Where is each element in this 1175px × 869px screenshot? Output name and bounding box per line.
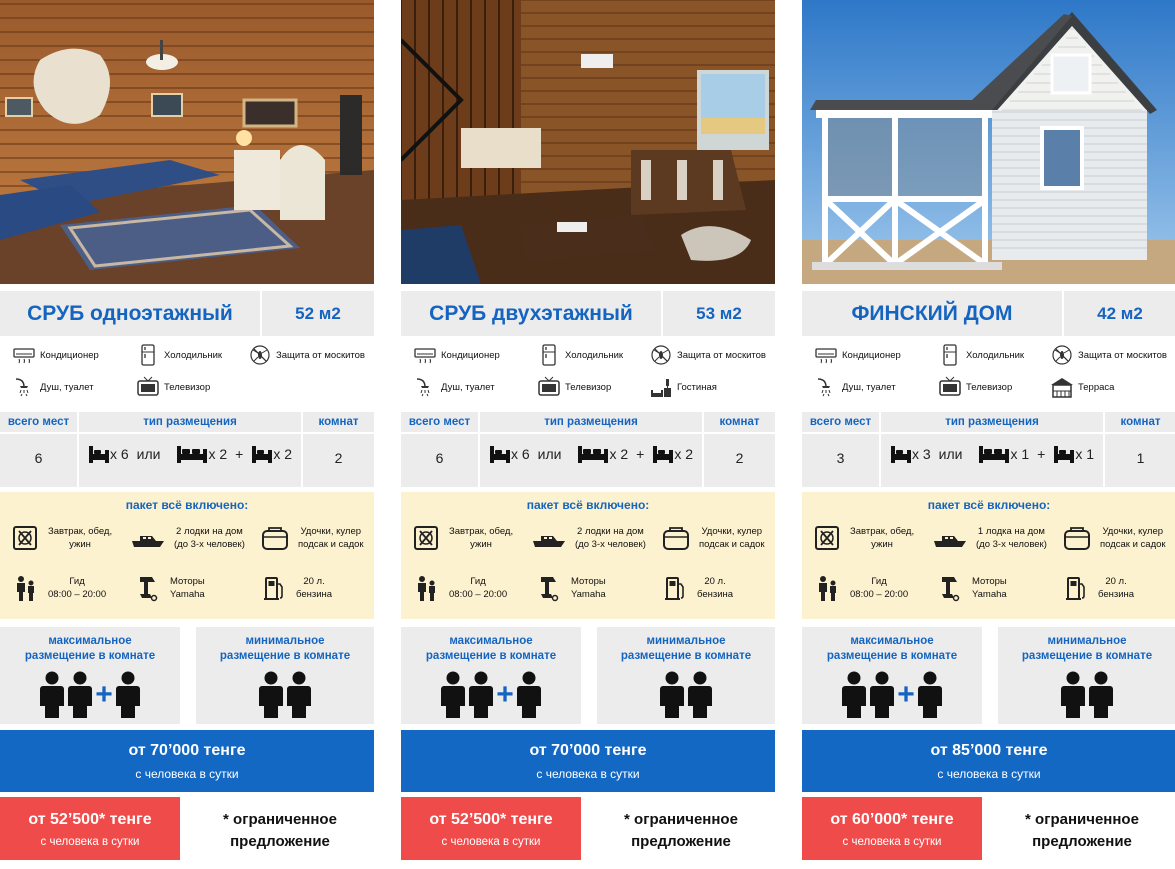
title-box bbox=[401, 291, 661, 336]
promo-sub: с человека в сутки bbox=[441, 836, 541, 848]
max-occupancy-panel bbox=[802, 627, 982, 724]
placement-table bbox=[401, 412, 775, 487]
accommodation-card-2 bbox=[401, 0, 775, 869]
placement-type-label: тип размещения bbox=[945, 416, 1039, 428]
amenity-label: Защита от москитов bbox=[677, 349, 766, 361]
min-occupancy-figures bbox=[597, 671, 775, 719]
extra-single-bed-count: x 2 bbox=[674, 446, 694, 462]
rooms-label: комнат bbox=[318, 416, 359, 428]
package-item-label: Моторы Yamaha bbox=[972, 576, 1007, 600]
person-icon bbox=[1059, 671, 1087, 719]
price-sub: с человека в сутки bbox=[937, 767, 1041, 781]
amenity-item bbox=[938, 344, 1024, 366]
all-inclusive-package bbox=[0, 492, 374, 619]
amenities-list bbox=[802, 340, 1175, 406]
price-sub: с человека в сутки bbox=[536, 767, 640, 781]
package-item-label: Моторы Yamaha bbox=[571, 576, 606, 600]
cell-divider bbox=[1105, 432, 1175, 434]
single-bed-icon bbox=[1053, 444, 1075, 464]
amenity-label: Холодильник bbox=[164, 349, 223, 361]
meals-icon bbox=[814, 524, 842, 552]
extra-single-bed-count: x 1 bbox=[1075, 446, 1095, 462]
rooms-cell bbox=[704, 412, 775, 487]
extra-single-bed-count: x 2 bbox=[273, 446, 293, 462]
amenity-label: Кондиционер bbox=[441, 349, 500, 361]
double-bed-icon bbox=[176, 444, 208, 464]
price-main: от 85’000 тенге bbox=[930, 742, 1048, 759]
amenity-item bbox=[413, 344, 500, 366]
plus-sign: + bbox=[636, 446, 645, 462]
amenity-item bbox=[136, 344, 222, 366]
person-icon bbox=[840, 671, 868, 719]
limited-offer-note: * ограниченное предложение bbox=[223, 811, 337, 850]
amenity-label: Гостиная bbox=[677, 381, 717, 393]
accommodation-card-3 bbox=[802, 0, 1175, 869]
seats-value: 6 bbox=[435, 450, 444, 466]
rooms-value: 2 bbox=[735, 450, 744, 466]
guide-icon bbox=[413, 574, 441, 602]
rooms-value: 1 bbox=[1136, 450, 1145, 466]
package-item bbox=[814, 574, 908, 602]
placement-table bbox=[0, 412, 374, 487]
or-label: или bbox=[136, 446, 161, 462]
rooms-value: 2 bbox=[334, 450, 343, 466]
min-occupancy-label: минимальное размещение в комнате bbox=[219, 635, 351, 662]
person-icon bbox=[686, 671, 714, 719]
amenity-label: Телевизор bbox=[164, 381, 211, 393]
air-conditioner-icon bbox=[413, 344, 441, 366]
package-item bbox=[130, 524, 245, 552]
shower-icon bbox=[12, 376, 40, 398]
tv-icon bbox=[136, 376, 164, 398]
limited-offer-note: * ограниченное предложение bbox=[624, 811, 738, 850]
amenity-label: Холодильник bbox=[565, 349, 624, 361]
cell-divider bbox=[480, 432, 702, 434]
max-occupancy-label: максимальное размещение в комнате bbox=[425, 635, 557, 662]
single-bed-icon bbox=[652, 444, 674, 464]
guide-icon bbox=[12, 574, 40, 602]
amenity-label: Кондиционер bbox=[40, 349, 99, 361]
package-item-label: 20 л. бензина bbox=[697, 576, 734, 600]
cell-divider bbox=[303, 432, 374, 434]
amenity-label: Терраса bbox=[1078, 381, 1115, 393]
min-occupancy-label: минимальное размещение в комнате bbox=[620, 635, 752, 662]
house-photo bbox=[802, 0, 1175, 284]
promo-price: от 52’500* тенге bbox=[429, 811, 553, 828]
placement-type-cell bbox=[881, 412, 1103, 487]
property-title: СРУБ одноэтажный bbox=[27, 301, 233, 325]
living-room-icon bbox=[649, 376, 677, 398]
boat-icon bbox=[130, 524, 166, 552]
double-bed-count: x 2 bbox=[208, 446, 228, 462]
max-occupancy-label: максимальное размещение в комнате bbox=[826, 635, 958, 662]
seats-label: всего мест bbox=[7, 416, 70, 428]
package-item bbox=[12, 524, 112, 552]
package-item-label: Завтрак, обед, ужин bbox=[850, 526, 915, 550]
package-item bbox=[932, 524, 1047, 552]
max-occupancy-panel bbox=[401, 627, 581, 724]
fuel-icon bbox=[661, 574, 689, 602]
title-row bbox=[0, 291, 374, 336]
price-main: от 70’000 тенге bbox=[529, 742, 647, 759]
tv-icon bbox=[938, 376, 966, 398]
package-item bbox=[814, 524, 914, 552]
package-title: пакет всё включено: bbox=[125, 498, 249, 512]
seats-cell bbox=[802, 412, 879, 487]
or-label: или bbox=[537, 446, 562, 462]
title-row bbox=[401, 291, 775, 336]
promo-sub: с человека в сутки bbox=[40, 836, 140, 848]
living-room-photo bbox=[401, 0, 775, 284]
property-photo bbox=[0, 0, 374, 284]
package-item-label: Удочки, кулер подсак и садок bbox=[699, 526, 765, 550]
property-photo bbox=[802, 0, 1175, 284]
amenity-label: Защита от москитов bbox=[1078, 349, 1167, 361]
title-box bbox=[0, 291, 260, 336]
price-bar bbox=[401, 730, 775, 792]
amenities-list bbox=[401, 340, 775, 406]
tv-icon bbox=[537, 376, 565, 398]
property-title: ФИНСКИЙ ДОМ bbox=[851, 301, 1013, 325]
amenity-item bbox=[938, 376, 1012, 398]
extra-plus-sign: + bbox=[496, 678, 514, 711]
extra-plus-sign: + bbox=[95, 678, 113, 711]
cell-divider bbox=[79, 432, 301, 434]
promo-price-box bbox=[0, 797, 180, 860]
package-title: пакет всё включено: bbox=[526, 498, 650, 512]
person-icon bbox=[658, 671, 686, 719]
package-item-label: 20 л. бензина bbox=[1098, 576, 1135, 600]
amenity-item bbox=[248, 344, 365, 366]
placement-type-label: тип размещения bbox=[544, 416, 638, 428]
price-sub: с человека в сутки bbox=[135, 767, 239, 781]
package-item-label: 2 лодки на дом (до 3-х человек) bbox=[575, 526, 646, 550]
package-item bbox=[1062, 574, 1134, 602]
min-occupancy-panel bbox=[196, 627, 374, 724]
min-occupancy-panel bbox=[998, 627, 1175, 724]
amenity-item bbox=[814, 344, 901, 366]
fuel-icon bbox=[1062, 574, 1090, 602]
accommodation-card-1 bbox=[0, 0, 374, 869]
limited-offer-note: * ограниченное предложение bbox=[1025, 811, 1139, 850]
motor-icon bbox=[134, 574, 162, 602]
mosquito-protection-icon bbox=[1050, 344, 1078, 366]
min-occupancy-figures bbox=[196, 671, 374, 719]
amenity-label: Холодильник bbox=[966, 349, 1025, 361]
fridge-icon bbox=[136, 344, 164, 366]
bed-options bbox=[79, 444, 301, 464]
person-icon bbox=[1087, 671, 1115, 719]
amenity-label: Душ, туалет bbox=[842, 381, 896, 393]
single-bed-count: x 3 bbox=[911, 446, 931, 462]
amenity-item bbox=[649, 344, 766, 366]
promo-price: от 60’000* тенге bbox=[830, 811, 954, 828]
plus-sign: + bbox=[1037, 446, 1046, 462]
motor-icon bbox=[936, 574, 964, 602]
single-bed-icon bbox=[489, 444, 511, 464]
fuel-icon bbox=[260, 574, 288, 602]
price-bar bbox=[802, 730, 1175, 792]
amenity-item bbox=[12, 376, 94, 398]
amenity-item bbox=[537, 376, 611, 398]
promo-price: от 52’500* тенге bbox=[28, 811, 152, 828]
amenity-item bbox=[1050, 376, 1114, 398]
or-label: или bbox=[938, 446, 963, 462]
double-bed-icon bbox=[577, 444, 609, 464]
person-icon bbox=[467, 671, 495, 719]
price-bar bbox=[0, 730, 374, 792]
min-occupancy-figures bbox=[998, 671, 1175, 719]
seats-value: 3 bbox=[836, 450, 845, 466]
max-occupancy-figures bbox=[0, 671, 180, 719]
property-area: 53 м2 bbox=[696, 303, 742, 323]
double-bed-icon bbox=[978, 444, 1010, 464]
bedroom-photo bbox=[0, 0, 374, 284]
package-item bbox=[260, 574, 332, 602]
area-box bbox=[1064, 291, 1175, 336]
package-item bbox=[12, 574, 106, 602]
promo-price-box bbox=[802, 797, 982, 860]
extra-plus-sign: + bbox=[897, 678, 915, 711]
package-item bbox=[1062, 524, 1166, 552]
amenity-item bbox=[537, 344, 623, 366]
plus-sign: + bbox=[235, 446, 244, 462]
amenity-item bbox=[1050, 344, 1167, 366]
rooms-cell bbox=[303, 412, 374, 487]
package-item-label: Гид 08:00 – 20:00 bbox=[48, 576, 107, 600]
all-inclusive-package bbox=[401, 492, 775, 619]
placement-type-label: тип размещения bbox=[143, 416, 237, 428]
mosquito-protection-icon bbox=[649, 344, 677, 366]
guide-icon bbox=[814, 574, 842, 602]
price-main: от 70’000 тенге bbox=[128, 742, 246, 759]
placement-type-cell bbox=[79, 412, 301, 487]
boat-icon bbox=[531, 524, 567, 552]
package-item-label: Моторы Yamaha bbox=[170, 576, 205, 600]
mosquito-protection-icon bbox=[248, 344, 276, 366]
amenity-label: Кондиционер bbox=[842, 349, 901, 361]
air-conditioner-icon bbox=[12, 344, 40, 366]
person-icon bbox=[66, 671, 94, 719]
title-box bbox=[802, 291, 1062, 336]
amenity-label: Душ, туалет bbox=[40, 381, 94, 393]
promo-price-box bbox=[401, 797, 581, 860]
max-occupancy-figures bbox=[401, 671, 581, 719]
seats-cell bbox=[0, 412, 77, 487]
motor-icon bbox=[535, 574, 563, 602]
promo-sub: с человека в сутки bbox=[842, 836, 942, 848]
single-bed-icon bbox=[251, 444, 273, 464]
seats-label: всего мест bbox=[809, 416, 872, 428]
seats-value: 6 bbox=[34, 450, 43, 466]
package-item-label: Завтрак, обед, ужин bbox=[449, 526, 514, 550]
rooms-label: комнат bbox=[719, 416, 760, 428]
single-bed-count: x 6 bbox=[109, 446, 129, 462]
person-icon bbox=[916, 671, 944, 719]
package-item bbox=[413, 524, 513, 552]
person-icon bbox=[515, 671, 543, 719]
property-area: 42 м2 bbox=[1097, 303, 1143, 323]
area-box bbox=[663, 291, 775, 336]
placement-type-cell bbox=[480, 412, 702, 487]
person-icon bbox=[439, 671, 467, 719]
cell-divider bbox=[0, 432, 77, 434]
amenity-label: Защита от москитов bbox=[276, 349, 365, 361]
package-item-label: Завтрак, обед, ужин bbox=[48, 526, 113, 550]
amenity-item bbox=[136, 376, 210, 398]
package-item-label: 2 лодки на дом (до 3-х человек) bbox=[174, 526, 245, 550]
package-item bbox=[535, 574, 606, 602]
package-item bbox=[936, 574, 1007, 602]
min-occupancy-label: минимальное размещение в комнате bbox=[1021, 635, 1153, 662]
fridge-icon bbox=[938, 344, 966, 366]
amenity-item bbox=[814, 376, 896, 398]
shower-icon bbox=[814, 376, 842, 398]
person-icon bbox=[38, 671, 66, 719]
meals-icon bbox=[413, 524, 441, 552]
package-item-label: Удочки, кулер подсак и садок bbox=[298, 526, 364, 550]
person-icon bbox=[257, 671, 285, 719]
cell-divider bbox=[802, 432, 879, 434]
max-occupancy-label: максимальное размещение в комнате bbox=[24, 635, 156, 662]
package-item bbox=[134, 574, 205, 602]
package-item bbox=[661, 574, 733, 602]
person-icon bbox=[285, 671, 313, 719]
cooler-icon bbox=[1062, 524, 1092, 552]
cell-divider bbox=[704, 432, 775, 434]
package-item-label: Гид 08:00 – 20:00 bbox=[850, 576, 909, 600]
amenity-item bbox=[649, 376, 717, 398]
amenities-list bbox=[0, 340, 374, 406]
rooms-label: комнат bbox=[1120, 416, 1161, 428]
person-icon bbox=[868, 671, 896, 719]
boat-icon bbox=[932, 524, 968, 552]
bed-options bbox=[881, 444, 1103, 464]
person-icon bbox=[114, 671, 142, 719]
cell-divider bbox=[881, 432, 1103, 434]
package-title: пакет всё включено: bbox=[927, 498, 1051, 512]
amenity-item bbox=[413, 376, 495, 398]
area-box bbox=[262, 291, 374, 336]
bed-options bbox=[480, 444, 702, 464]
double-bed-count: x 2 bbox=[609, 446, 629, 462]
package-item-label: 1 лодка на дом (до 3-х человек) bbox=[976, 526, 1047, 550]
amenity-label: Телевизор bbox=[565, 381, 612, 393]
package-item bbox=[413, 574, 507, 602]
shower-icon bbox=[413, 376, 441, 398]
package-item bbox=[260, 524, 364, 552]
package-item-label: Удочки, кулер подсак и садок bbox=[1100, 526, 1166, 550]
amenity-item bbox=[12, 344, 99, 366]
fridge-icon bbox=[537, 344, 565, 366]
rooms-cell bbox=[1105, 412, 1175, 487]
air-conditioner-icon bbox=[814, 344, 842, 366]
all-inclusive-package bbox=[802, 492, 1175, 619]
seats-label: всего мест bbox=[408, 416, 471, 428]
meals-icon bbox=[12, 524, 40, 552]
cooler-icon bbox=[661, 524, 691, 552]
single-bed-icon bbox=[88, 444, 110, 464]
double-bed-count: x 1 bbox=[1010, 446, 1030, 462]
min-occupancy-panel bbox=[597, 627, 775, 724]
max-occupancy-figures bbox=[802, 671, 982, 719]
property-photo bbox=[401, 0, 775, 284]
package-item-label: 20 л. бензина bbox=[296, 576, 333, 600]
max-occupancy-panel bbox=[0, 627, 180, 724]
cooler-icon bbox=[260, 524, 290, 552]
single-bed-count: x 6 bbox=[510, 446, 530, 462]
amenity-label: Душ, туалет bbox=[441, 381, 495, 393]
title-row bbox=[802, 291, 1175, 336]
package-item-label: Гид 08:00 – 20:00 bbox=[449, 576, 508, 600]
property-title: СРУБ двухэтажный bbox=[429, 301, 633, 325]
seats-cell bbox=[401, 412, 478, 487]
package-item bbox=[661, 524, 765, 552]
cell-divider bbox=[401, 432, 478, 434]
terrace-icon bbox=[1050, 376, 1078, 398]
property-area: 52 м2 bbox=[295, 303, 341, 323]
package-item bbox=[531, 524, 646, 552]
single-bed-icon bbox=[890, 444, 912, 464]
placement-table bbox=[802, 412, 1175, 487]
amenity-label: Телевизор bbox=[966, 381, 1013, 393]
